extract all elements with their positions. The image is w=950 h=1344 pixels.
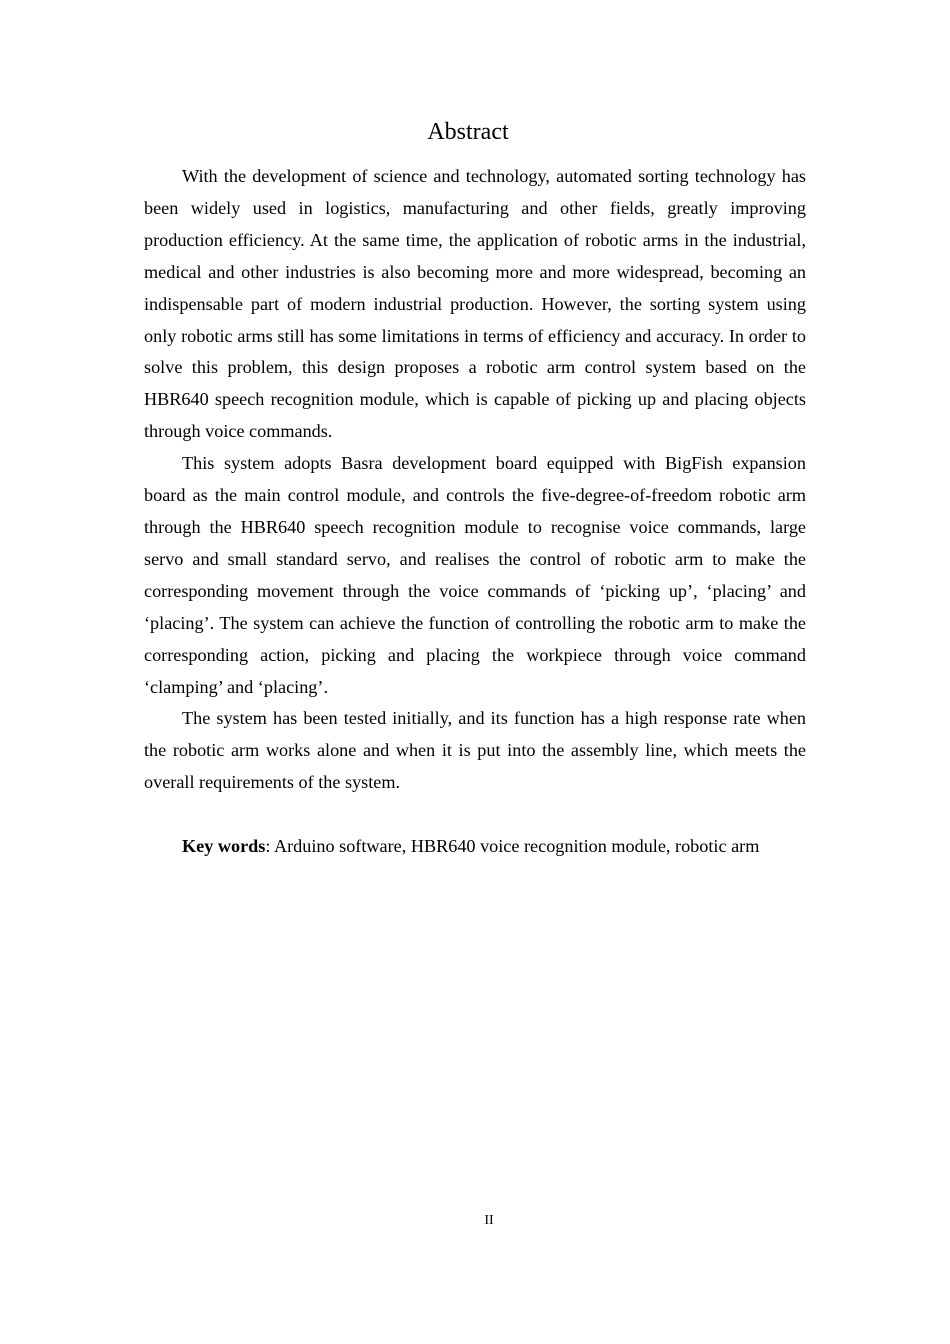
abstract-paragraph-3: The system has been tested initially, and its function has a high response rate when the robotic arm works alone and when it is put into the assembly line, which meets the overall requirements of the system.	[144, 708, 806, 793]
paragraph-spacer	[144, 799, 806, 831]
abstract-paragraph-1: With the development of science and technology, automated sorting technology has been widely used in logistics, manufacturing and other fields, greatly improving production efficiency. At the same time, the application of robotic arms in the industrial, medical and other industries is also becoming more and more widespread, becoming an indispensable part of modern industrial production. However, the sorting system using only robotic arms still has some limitations in terms of efficiency and accuracy. In order to solve this problem, this design proposes a robotic arm control system based on the HBR640 speech recognition module, which is capable of picking up and placing objects through voice commands.	[144, 166, 806, 442]
keywords-line	[144, 831, 806, 863]
abstract-body	[144, 161, 806, 863]
keywords-text: Arduino software, HBR640 voice recognition module, robotic arm	[273, 836, 760, 857]
abstract-title: Abstract	[427, 119, 509, 145]
abstract-paragraph-2: This system adopts Basra development board equipped with BigFish expansion board as the main control module, and controls the five-degree-of-freedom robotic arm through the HBR640 speech recognition module to recognise voice commands, large servo and small standard servo, and realises the control of robotic arm to make the corresponding movement through the voice commands of ‘picking up’, ‘placing’ and ‘placing’. The system can achieve the function of controlling the robotic arm to make the corresponding action, picking and placing the workpiece through voice command ‘clamping’ and ‘placing’.	[144, 453, 806, 697]
keywords-separator: :	[265, 836, 274, 857]
keywords-label: Key words	[182, 836, 266, 857]
page-number: II	[484, 1213, 494, 1228]
